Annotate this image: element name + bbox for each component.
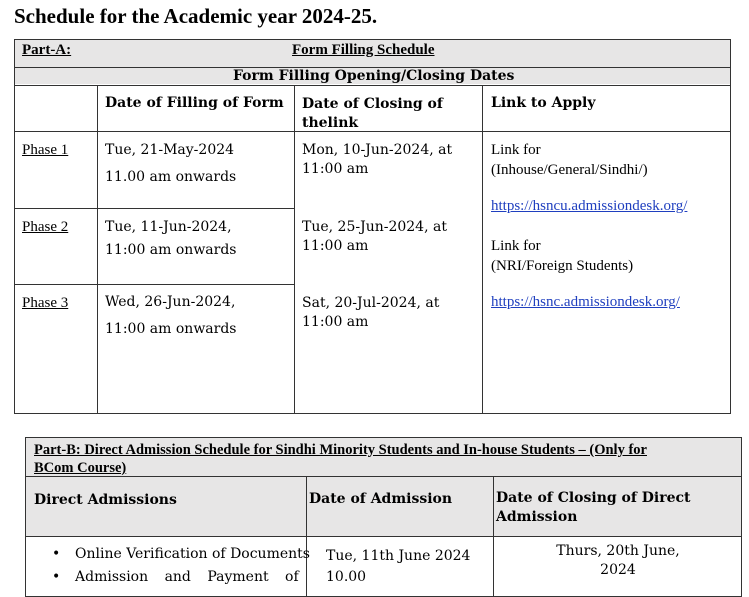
phase-1-close: Mon, 10-Jun-2024, at 11:00 am (302, 142, 453, 177)
phase-2-open-line2: 11:00 am onwards (105, 242, 237, 258)
phase-1-label: Phase 1 (22, 142, 69, 158)
phase-1-open-line2: 11.00 am onwards (105, 169, 237, 185)
nri-admission-link[interactable]: https://hsnc.admissiondesk.org/ (491, 294, 680, 310)
phase-3-label: Phase 3 (22, 295, 69, 311)
link-group-2-text: Link for (NRI/Foreign Students) (491, 238, 634, 274)
part-b-title: Part-B: Direct Admission Schedule for Sindhi Minority Students and In-house Students – (Only for BCom Course) (34, 442, 647, 476)
column-header-link: Link to Apply (491, 95, 596, 111)
phase-3-open-line2: 11:00 am onwards (105, 321, 237, 337)
column-header-date-of-admission: Date of Admission (309, 491, 453, 507)
phase-3-open-line1: Wed, 26-Jun-2024, (105, 294, 236, 310)
phase-2-label: Phase 2 (22, 219, 69, 235)
column-header-filling-date: Date of Filling of Form (105, 95, 284, 111)
direct-admission-item-2: Admission and Payment of (75, 569, 299, 585)
column-header-closing-date: Date of Closing of thelink (302, 96, 443, 131)
bullet-row-2: • (52, 569, 61, 585)
admission-date-1: Tue, 11th June 2024 (326, 548, 471, 564)
phase-2-open-line1: Tue, 11-Jun-2024, (105, 219, 232, 235)
link-group-1-text: Link for (Inhouse/General/Sindhi/) (491, 142, 648, 178)
bullet-row-1: • (52, 546, 61, 562)
column-header-closing-direct-admission: Date of Closing of Direct Admission (496, 490, 691, 525)
admission-date-2: 10.00 (326, 569, 367, 585)
phase-1-open-line1: Tue, 21-May-2024 (105, 142, 235, 158)
column-header-direct-admissions: Direct Admissions (34, 492, 177, 508)
closing-date-1: Thurs, 20th June, 2024 (556, 543, 680, 578)
inhouse-admission-link[interactable]: https://hsncu.admissiondesk.org/ (491, 198, 688, 214)
part-a-subheading: Form Filling Opening/Closing Dates (233, 68, 515, 84)
part-a-heading: Form Filling Schedule (292, 42, 435, 58)
part-a-label: Part-A: (22, 42, 72, 58)
phase-2-close: Tue, 25-Jun-2024, at 11:00 am (302, 219, 447, 254)
page-title: Schedule for the Academic year 2024-25. (14, 4, 378, 28)
phase-3-close: Sat, 20-Jul-2024, at 11:00 am (302, 295, 440, 330)
direct-admission-item-1: Online Verification of Documents (75, 546, 310, 562)
